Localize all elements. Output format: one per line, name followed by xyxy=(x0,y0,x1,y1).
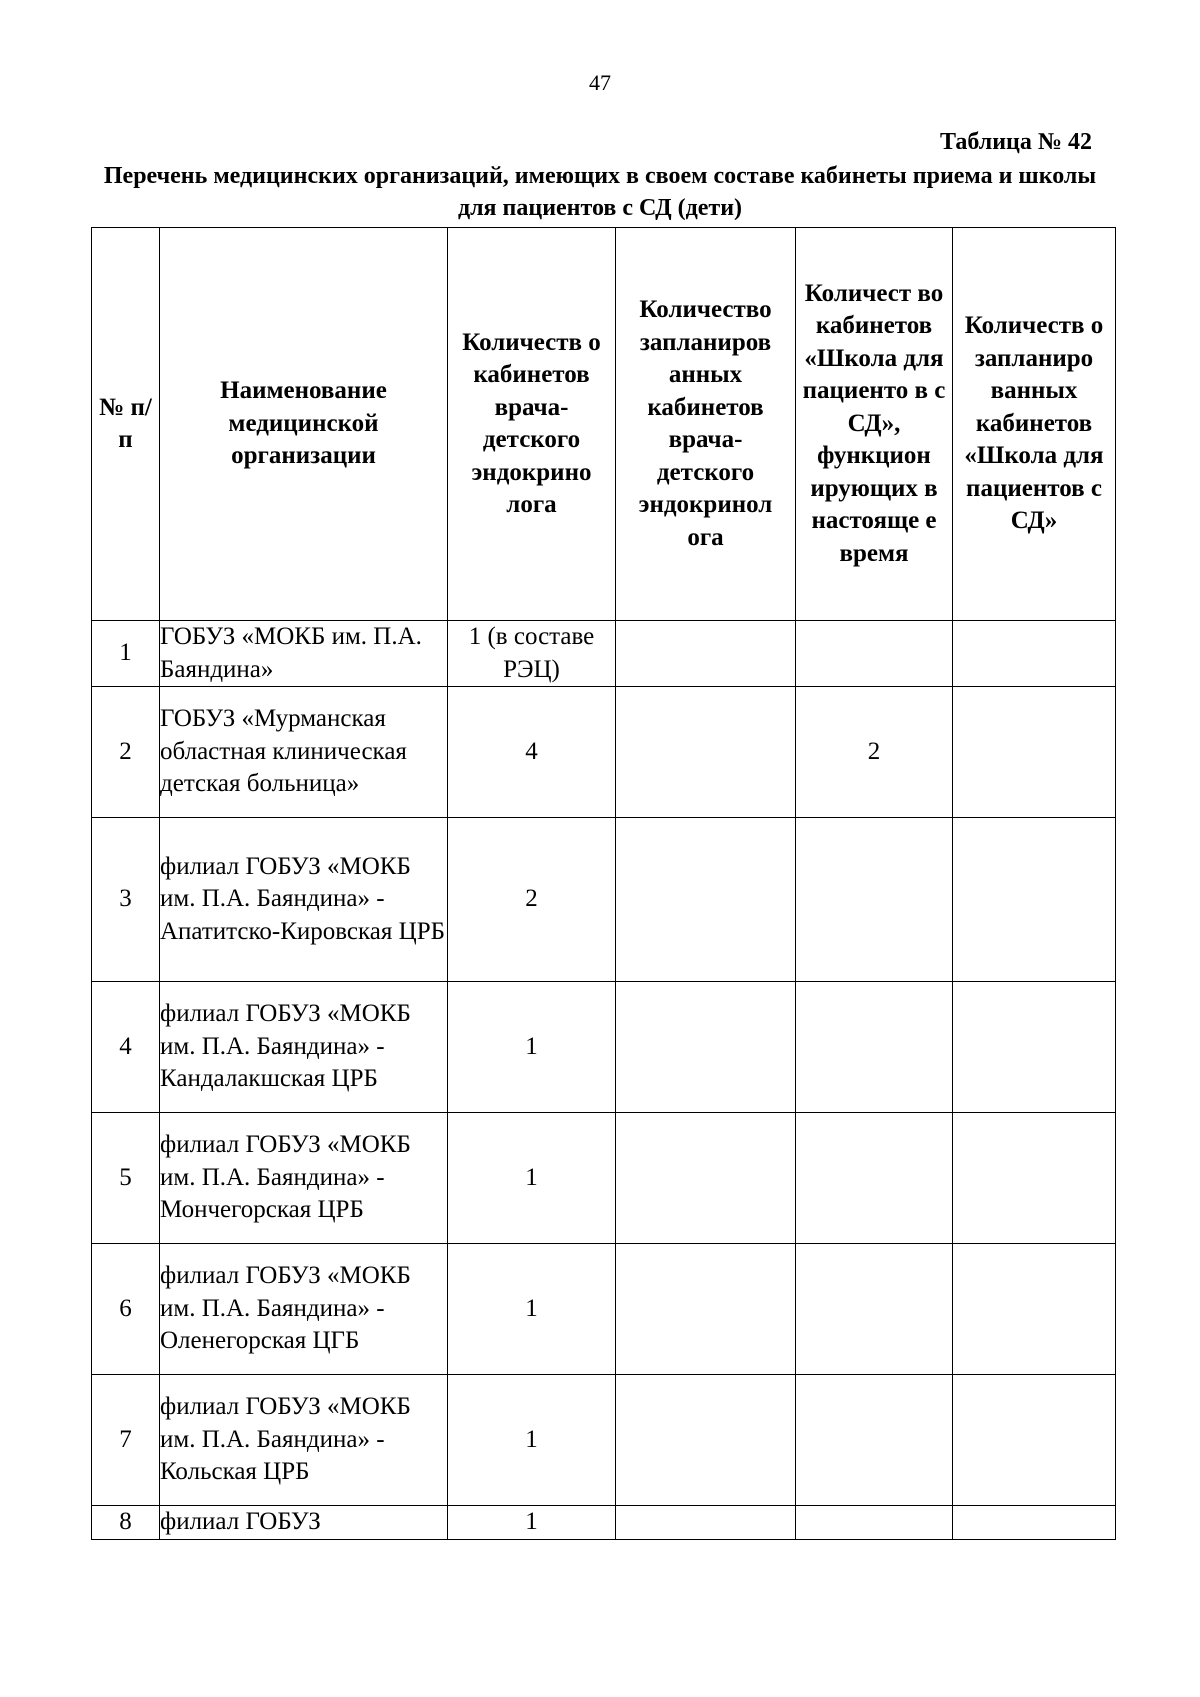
header-org-name: Наименование медицинской организации xyxy=(160,228,448,621)
row-org-name: ГОБУЗ «МОКБ им. П.А. Баяндина» xyxy=(160,621,448,687)
table-title: Перечень медицинских организаций, имеющих в своем составе кабинеты приема и школы для пациентов с СД (дети) xyxy=(103,163,1097,221)
row-schools-planned xyxy=(953,818,1116,982)
row-cabinets-planned xyxy=(616,687,796,818)
header-number: № п/п xyxy=(92,228,160,621)
row-cabinets-planned xyxy=(616,982,796,1113)
row-number: 5 xyxy=(92,1113,160,1244)
row-schools-current xyxy=(796,1375,953,1506)
row-org-name: филиал ГОБУЗ «МОКБ им. П.А. Баяндина» - Кандалакшская ЦРБ xyxy=(160,982,448,1113)
table-row xyxy=(92,1244,1116,1375)
row-number: 6 xyxy=(92,1244,160,1375)
row-number: 4 xyxy=(92,982,160,1113)
page-number: 47 xyxy=(589,70,611,95)
row-schools-planned xyxy=(953,1244,1116,1375)
row-cabinets-planned xyxy=(616,1113,796,1244)
row-schools-current xyxy=(796,1113,953,1244)
header-schools-planned: Количеств о запланиро ванных кабинетов «Школа для пациентов с СД» xyxy=(953,228,1116,621)
row-cabinets-count: 1 xyxy=(448,1506,616,1540)
row-org-name: ГОБУЗ «Мурманская областная клиническая детская больница» xyxy=(160,687,448,818)
row-number: 1 xyxy=(92,621,160,687)
row-cabinets-planned xyxy=(616,1506,796,1540)
table-row xyxy=(92,1506,1116,1540)
header-row xyxy=(92,228,1116,621)
table-row xyxy=(92,687,1116,818)
row-number: 7 xyxy=(92,1375,160,1506)
organizations-table xyxy=(91,227,1116,1540)
table-row xyxy=(92,1375,1116,1506)
row-cabinets-count: 4 xyxy=(448,687,616,818)
table-row xyxy=(92,982,1116,1113)
header-cabinets-planned: Количество запланиров анных кабинетов врача- детского эндокринол ога xyxy=(616,228,796,621)
row-org-name: филиал ГОБУЗ «МОКБ им. П.А. Баяндина» - Мончегорская ЦРБ xyxy=(160,1113,448,1244)
row-schools-current xyxy=(796,818,953,982)
row-cabinets-planned xyxy=(616,818,796,982)
row-cabinets-planned xyxy=(616,1375,796,1506)
header-cabinets-count: Количеств о кабинетов врача- детского эндокрино лога xyxy=(448,228,616,621)
row-schools-current xyxy=(796,1506,953,1540)
row-number: 8 xyxy=(92,1506,160,1540)
table-row xyxy=(92,1113,1116,1244)
table-label: Таблица № 42 xyxy=(939,129,1092,155)
row-org-name: филиал ГОБУЗ «МОКБ им. П.А. Баяндина» - Оленегорская ЦГБ xyxy=(160,1244,448,1375)
row-number: 3 xyxy=(92,818,160,982)
row-cabinets-count: 1 (в составе РЭЦ) xyxy=(448,621,616,687)
row-cabinets-count: 1 xyxy=(448,1244,616,1375)
row-schools-current xyxy=(796,1244,953,1375)
row-cabinets-count: 2 xyxy=(448,818,616,982)
row-schools-planned xyxy=(953,1375,1116,1506)
row-org-name: филиал ГОБУЗ «МОКБ им. П.А. Баяндина» - Апатитско-Кировская ЦРБ xyxy=(160,818,448,982)
row-org-name: филиал ГОБУЗ «МОКБ им. П.А. Баяндина» - Кольская ЦРБ xyxy=(160,1375,448,1506)
row-schools-planned xyxy=(953,1506,1116,1540)
row-org-name: филиал ГОБУЗ xyxy=(160,1506,448,1540)
row-cabinets-planned xyxy=(616,1244,796,1375)
row-schools-planned xyxy=(953,687,1116,818)
row-schools-planned xyxy=(953,982,1116,1113)
table-row xyxy=(92,818,1116,982)
row-cabinets-count: 1 xyxy=(448,982,616,1113)
row-schools-current xyxy=(796,621,953,687)
table-row xyxy=(92,621,1116,687)
row-cabinets-count: 1 xyxy=(448,1375,616,1506)
header-schools-current: Количест во кабинетов «Школа для пациенто в с СД», функцион ирующих в настояще е время xyxy=(796,228,953,621)
row-schools-planned xyxy=(953,1113,1116,1244)
row-schools-current xyxy=(796,982,953,1113)
row-number: 2 xyxy=(92,687,160,818)
row-cabinets-planned xyxy=(616,621,796,687)
row-schools-current: 2 xyxy=(796,687,953,818)
row-schools-planned xyxy=(953,621,1116,687)
row-cabinets-count: 1 xyxy=(448,1113,616,1244)
